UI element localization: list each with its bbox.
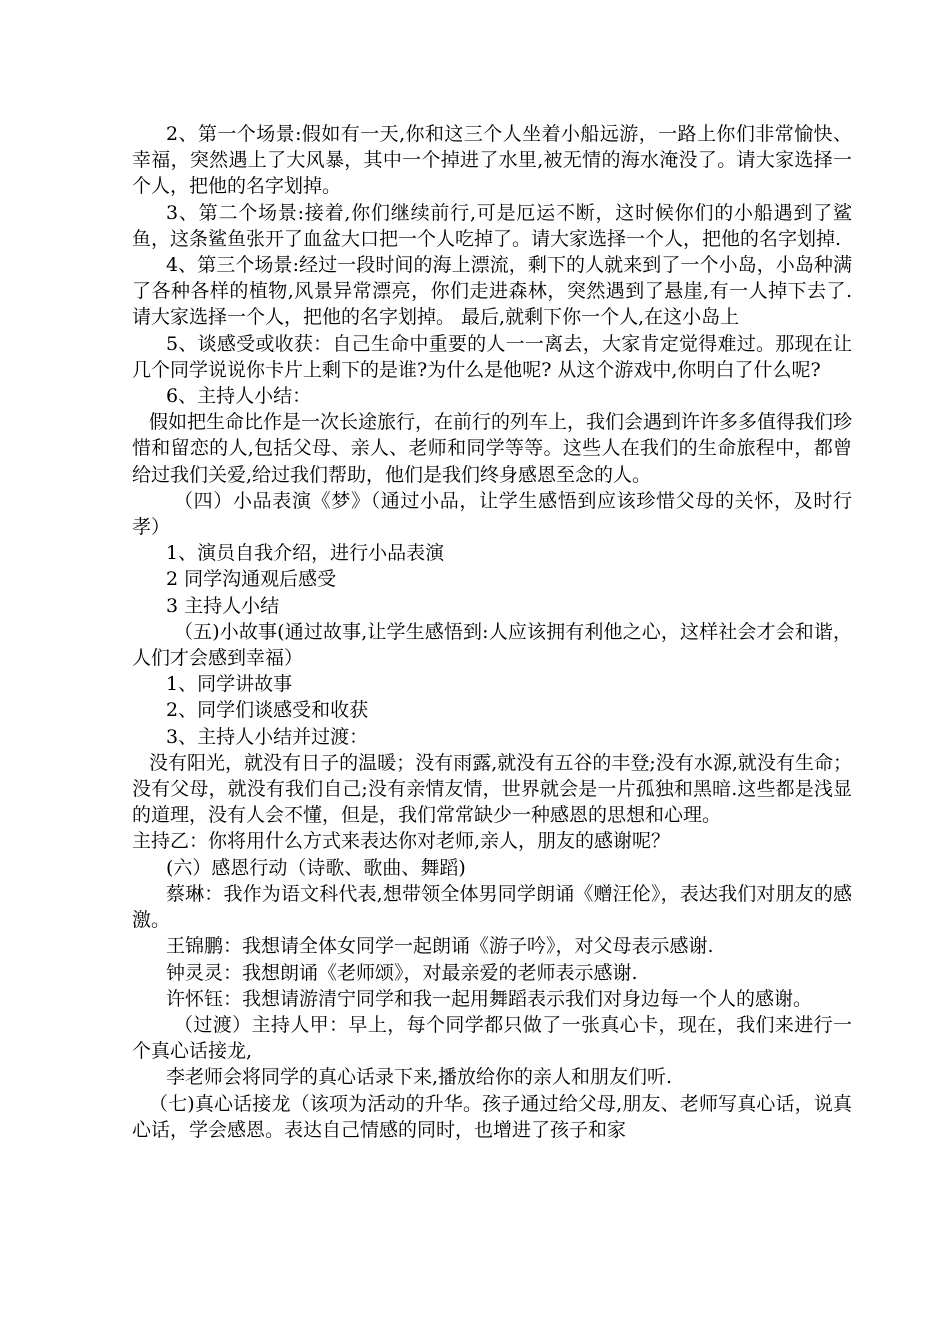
paragraph-speaker: 钟灵灵：我想朗诵《老师颂》，对最亲爱的老师表示感谢.: [166, 961, 638, 984]
section-heading-sketch: （四）小品表演《梦》（通过小品，让学生感悟到应该珍惜父母的关怀，及时行孝）: [132, 489, 852, 539]
paragraph-speaker: 许怀钰：我想请游清宁同学和我一起用舞蹈表示我们对身边每一个人的感谢。: [166, 987, 813, 1010]
list-item: 3、主持人小结并过渡：: [166, 725, 369, 748]
paragraph-speaker: 蔡琳：我作为语文科代表,想带领全体男同学朗诵《赠汪伦》，表达我们对朋友的感激。: [132, 882, 852, 932]
list-item: 2、同学们谈感受和收获: [166, 699, 369, 722]
list-item: 2 同学沟通观后感受: [166, 568, 337, 591]
list-item: 3 主持人小结: [166, 594, 280, 617]
list-item: 1、同学讲故事: [166, 673, 293, 696]
list-item: 1、演员自我介绍，进行小品表演: [166, 542, 445, 565]
paragraph-scene-2: 3、第二个场景:接着,你们继续前行,可是厄运不断，这时候你们的小船遇到了鲨鱼，这条鲨鱼张开了血盆大口把一个人吃掉了。请大家选择一个人，把他的名字划掉.: [132, 201, 852, 250]
paragraph-reflection: 5、谈感受或收获：自己生命中重要的人一一离去，大家肯定觉得难过。那现在让几个同学说说你卡片上剩下的是谁?为什么是他呢? 从这个游戏中,你明白了什么呢?: [132, 332, 852, 381]
paragraph-host-b: 主持乙：你将用什么方式来表达你对老师,亲人，朋友的感谢呢？: [132, 830, 671, 853]
paragraph-teacher-note: 李老师会将同学的真心话录下来,播放给你的亲人和朋友们听.: [166, 1066, 673, 1089]
paragraph-scene-3: 4、第三个场景:经过一段时间的海上漂流，剩下的人就来到了一个小岛，小岛种满了各种各样的植物,风景异常漂亮，你们走进森林，突然遇到了悬崖,有一人掉下去了.请大家选择一个人，把他的名字划掉。 最后,就剩下你一个人,在这小岛上: [132, 254, 852, 329]
section-heading-story: （五)小故事(通过故事,让学生感悟到:人应该拥有利他之心，这样社会才会和谐，人们才会感到幸福）: [132, 620, 852, 670]
document-body: [132, 121, 852, 1143]
paragraph-transition: 没有阳光，就没有日子的温暖；没有雨露,就没有五谷的丰登;没有水源,就没有生命；没有父母，就没有我们自己;没有亲情友情，世界就会是一片孤独和黑暗.这些都是浅显的道理，没有人会不懂，但是，我们常常缺少一种感恩的思想和心理。: [132, 751, 852, 827]
paragraph-speaker: 王锦鹏：我想请全体女同学一起朗诵《游子吟》，对父母表示感谢.: [166, 935, 714, 958]
paragraph-host-a: （过渡）主持人甲：早上，每个同学都只做了一张真心卡，现在，我们来进行一个真心话接龙,: [132, 1013, 852, 1063]
paragraph-host-summary: 假如把生命比作是一次长途旅行，在前行的列车上，我们会遇到许许多多值得我们珍惜和留恋的人,包括父母、亲人、老师和同学等等。这些人在我们的生命旅程中，都曾给过我们关爱,给过我们帮助，他们是我们终身感恩至念的人。: [132, 411, 853, 486]
paragraph-host-summary-heading: 6、主持人小结：: [166, 385, 312, 408]
section-heading-truth-chain: （七)真心话接龙（该项为活动的升华。孩子通过给父母,朋友、老师写真心话，说真心话，学会感恩。表达自己情感的同时，也增进了孩子和家: [132, 1092, 852, 1141]
paragraph-scene-1: 2、第一个场景:假如有一天,你和这三个人坐着小船远游，一路上你们非常愉快、幸福，突然遇上了大风暴，其中一个掉进了水里,被无情的海水淹没了。请大家选择一个人，把他的名字划掉。: [132, 123, 852, 198]
section-heading-action: (六）感恩行动（诗歌、歌曲、舞蹈): [166, 856, 466, 879]
